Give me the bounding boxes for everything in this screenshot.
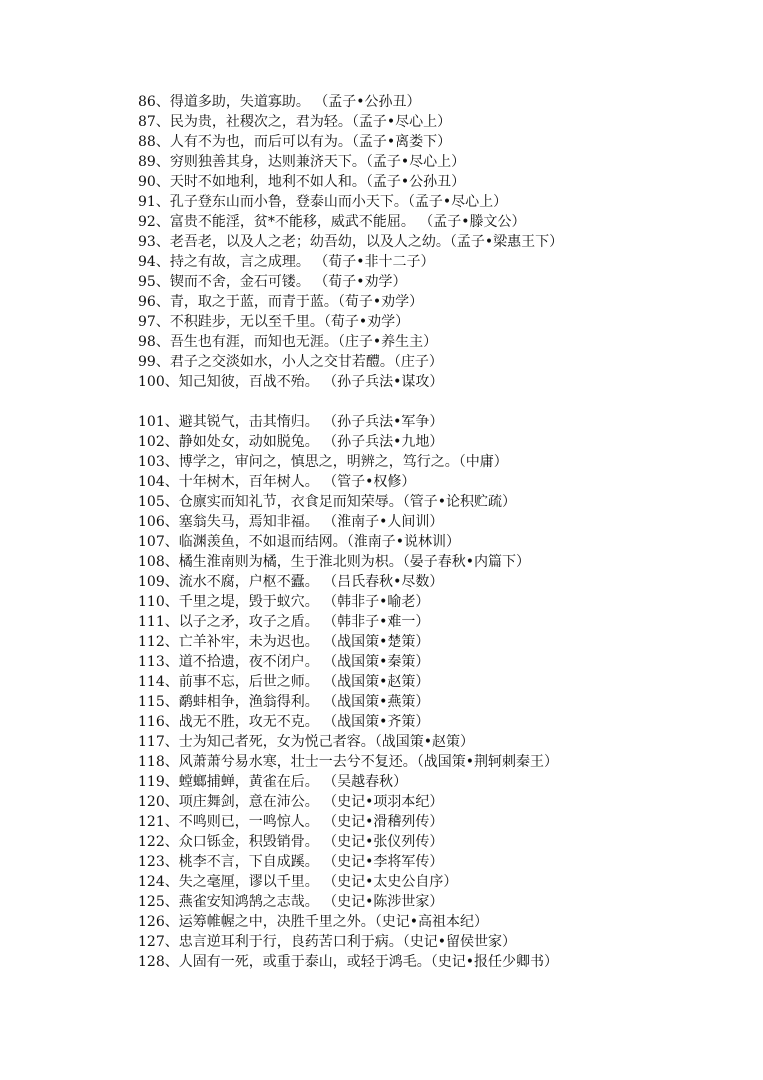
quote-line-121: 121、不鸣则已，一鸣惊人。 （史记•滑稽列传） (138, 814, 444, 830)
quote-line-128: 128、人固有一死，或重于泰山，或轻于鸿毛。（史记•报任少卿书） (138, 954, 558, 970)
quote-line-122: 122、众口铄金，积毁销骨。 （史记•张仪列传） (138, 834, 444, 850)
quote-list-86-100 (138, 92, 758, 392)
quote-line-106: 106、塞翁失马，焉知非福。 （淮南子•人间训） (138, 514, 444, 530)
quote-line-95: 95、锲而不舍，金石可镂。 （荀子•劝学） (138, 274, 407, 290)
quote-line-91: 91、孔子登东山而小鲁，登泰山而小天下。（孟子•尽心上） (138, 194, 508, 210)
quote-line-118: 118、风萧萧兮易水寒，壮士一去兮不复还。（战国策•荆轲刺秦王） (138, 754, 558, 770)
quote-line-99: 99、君子之交淡如水，小人之交甘若醴。（庄子） (138, 354, 443, 370)
quote-line-90: 90、天时不如地利，地利不如人和。（孟子•公孙丑） (138, 174, 466, 190)
quote-line-94: 94、持之有故，言之成理。 （荀子•非十二子） (138, 254, 435, 270)
quote-line-124: 124、失之毫厘，谬以千里。 （史记•太史公自序） (138, 874, 458, 890)
quote-line-88: 88、人有不为也，而后可以有为。（孟子•离娄下） (138, 134, 452, 150)
quote-line-119: 119、螳螂捕蝉，黄雀在后。 （吴越春秋） (138, 774, 408, 790)
quote-line-113: 113、道不拾遗，夜不闭户。 （战国策•秦策） (138, 654, 430, 670)
quote-line-105: 105、仓廪实而知礼节，衣食足而知荣辱。（管子•论积贮疏） (138, 494, 516, 510)
quote-line-92: 92、富贵不能淫，贫*不能移，威武不能屈。 （孟子•滕文公） (138, 214, 526, 230)
quote-line-98: 98、吾生也有涯，而知也无涯。（庄子•养生主） (138, 334, 438, 350)
quote-line-89: 89、穷则独善其身，达则兼济天下。（孟子•尽心上） (138, 154, 466, 170)
quote-line-126: 126、运筹帷幄之中，决胜千里之外。（史记•高祖本纪） (138, 914, 488, 930)
quote-line-116: 116、战无不胜，攻无不克。 （战国策•齐策） (138, 714, 430, 730)
quote-line-123: 123、桃李不言，下自成蹊。 （史记•李将军传） (138, 854, 444, 870)
quote-line-102: 102、静如处女，动如脱兔。 （孙子兵法•九地） (138, 434, 444, 450)
quote-line-112: 112、亡羊补牢，未为迟也。 （战国策•楚策） (138, 634, 430, 650)
quote-line-110: 110、千里之堤，毁于蚁穴。 （韩非子•喻老） (138, 594, 430, 610)
quote-line-111: 111、以子之矛，攻子之盾。 （韩非子•难一） (138, 614, 430, 630)
quote-line-109: 109、流水不腐，户枢不蠹。 （吕氏春秋•尽数） (138, 574, 444, 590)
quote-line-120: 120、项庄舞剑，意在沛公。 （史记•项羽本纪） (138, 794, 444, 810)
quote-line-97: 97、不积跬步，无以至千里。（荀子•劝学） (138, 314, 410, 330)
quote-line-100: 100、知己知彼，百战不殆。 （孙子兵法•谋攻） (138, 374, 444, 390)
quote-line-125: 125、燕雀安知鸿鹄之志哉。 （史记•陈涉世家） (138, 894, 444, 910)
quote-line-114: 114、前事不忘，后世之师。 （战国策•赵策） (138, 674, 430, 690)
quote-line-101: 101、避其锐气，击其惰归。 （孙子兵法•军争） (138, 414, 444, 430)
quote-line-93: 93、老吾老，以及人之老；幼吾幼，以及人之幼。（孟子•梁惠王下） (138, 234, 564, 250)
quote-list-101-128 (138, 412, 758, 972)
quote-line-86: 86、得道多助，失道寡助。 （孟子•公孙丑） (138, 94, 421, 110)
quote-line-87: 87、民为贵，社稷次之，君为轻。（孟子•尽心上） (138, 114, 452, 130)
quote-line-107: 107、临渊羡鱼，不如退而结网。（淮南子•说林训） (138, 534, 460, 550)
quote-line-104: 104、十年树木，百年树人。 （管子•权修） (138, 474, 416, 490)
quote-line-103: 103、博学之，审问之，慎思之，明辨之，笃行之。（中庸） (138, 454, 508, 470)
quote-line-96: 96、青，取之于蓝，而青于蓝。（荀子•劝学） (138, 294, 424, 310)
quote-line-117: 117、士为知己者死，女为悦己者容。（战国策•赵策） (138, 734, 474, 750)
quote-line-127: 127、忠言逆耳利于行，良药苦口利于病。（史记•留侯世家） (138, 934, 516, 950)
quote-line-115: 115、鹬蚌相争，渔翁得利。 （战国策•燕策） (138, 694, 430, 710)
quote-line-108: 108、橘生淮南则为橘，生于淮北则为枳。（晏子春秋•内篇下） (138, 554, 530, 570)
